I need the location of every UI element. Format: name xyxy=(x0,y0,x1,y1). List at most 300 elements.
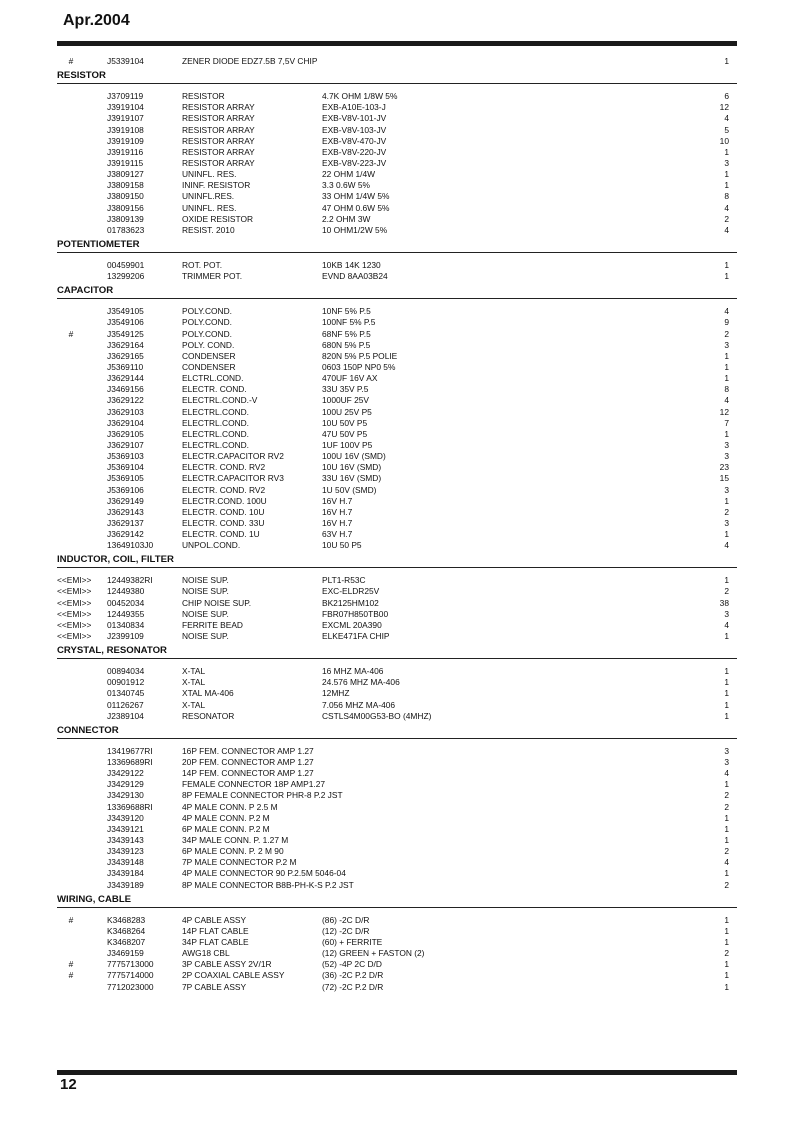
part-spec: (12) -2C D/R xyxy=(322,925,370,936)
part-description: ZENER DIODE EDZ7.5B 7,5V CHIP xyxy=(182,56,318,66)
part-quantity: 3 xyxy=(724,757,729,768)
part-quantity: 2 xyxy=(724,506,729,517)
part-row xyxy=(57,485,737,496)
part-code: 13369689RI xyxy=(107,757,153,768)
part-spec: EXB-V8V-220-JV xyxy=(322,146,387,157)
part-quantity: 1 xyxy=(724,925,729,936)
part-row xyxy=(57,768,737,779)
part-code: J3919108 xyxy=(107,124,144,135)
part-code: J3629122 xyxy=(107,395,144,406)
part-row xyxy=(57,225,737,236)
part-mark: # xyxy=(68,914,74,925)
part-quantity: 1 xyxy=(724,812,729,823)
footer-rule xyxy=(57,1070,737,1075)
part-code: 01126267 xyxy=(107,699,144,710)
part-row xyxy=(57,880,737,891)
part-code: J5339104 xyxy=(107,56,144,66)
part-spec: 1000UF 25V xyxy=(322,395,370,406)
part-row xyxy=(57,937,737,948)
part-quantity: 1 xyxy=(724,959,729,970)
part-description: 8P FEMALE CONNECTOR PHR-8 P.2 JST xyxy=(182,790,343,801)
part-quantity: 3 xyxy=(724,484,729,495)
part-description: RESISTOR ARRAY xyxy=(182,157,255,168)
part-spec: 3.3 0.6W 5% xyxy=(322,180,370,191)
part-spec: 10U 16V (SMD) xyxy=(322,462,382,473)
part-description: FEMALE CONNECTOR 18P AMP1.27 xyxy=(182,779,326,790)
part-description: 4P MALE CONN. P.2 M xyxy=(182,812,270,823)
part-code: J3709119 xyxy=(107,91,144,102)
part-description: RESISTOR ARRAY xyxy=(182,113,255,124)
part-spec: 1U 50V (SMD) xyxy=(322,484,377,495)
part-row xyxy=(57,147,737,158)
part-quantity: 12 xyxy=(719,102,729,113)
part-row xyxy=(57,757,737,768)
part-quantity: 4 xyxy=(724,306,729,317)
part-description: ELECTR.COND. 100U xyxy=(182,495,267,506)
part-quantity: 4 xyxy=(724,540,729,551)
part-spec: 100NF 5% P.5 xyxy=(322,317,376,328)
part-code: 00901912 xyxy=(107,677,145,688)
part-row xyxy=(57,677,737,688)
part-row xyxy=(57,113,737,124)
part-spec: ELKE471FA CHIP xyxy=(322,631,390,642)
part-quantity: 3 xyxy=(724,517,729,528)
part-quantity: 1 xyxy=(724,271,729,282)
part-quantity: 1 xyxy=(724,823,729,834)
part-row xyxy=(57,666,737,677)
section-title: RESISTOR xyxy=(57,70,737,84)
part-code: J3629144 xyxy=(107,373,144,384)
part-description: UNINFL.RES. xyxy=(182,191,235,202)
part-row xyxy=(57,959,737,970)
part-row xyxy=(57,329,737,340)
part-spec: 10KB 14K 1230 xyxy=(322,259,381,270)
part-quantity: 2 xyxy=(724,213,729,224)
part-quantity: 1 xyxy=(724,677,729,688)
part-row xyxy=(57,857,737,868)
part-code: J3629107 xyxy=(107,439,144,450)
part-quantity: 2 xyxy=(724,586,729,597)
part-spec: 63V H.7 xyxy=(322,529,353,540)
part-spec: 4.7K OHM 1/8W 5% xyxy=(322,91,398,102)
part-mark: <<EMI>> xyxy=(57,608,92,619)
part-quantity: 2 xyxy=(724,801,729,812)
part-description: NOISE SUP. xyxy=(182,608,229,619)
part-description: CHIP NOISE SUP. xyxy=(182,597,252,608)
part-quantity: 4 xyxy=(724,619,729,630)
part-row xyxy=(57,813,737,824)
part-spec: (86) -2C D/R xyxy=(322,914,370,925)
part-spec: EXB-V8V-223-JV xyxy=(322,157,387,168)
part-row xyxy=(57,575,737,586)
part-code: J2389104 xyxy=(107,710,144,721)
part-quantity: 4 xyxy=(724,224,729,235)
part-quantity: 1 xyxy=(724,710,729,721)
part-quantity: 5 xyxy=(724,124,729,135)
part-quantity: 1 xyxy=(724,169,729,180)
part-description: 34P FLAT CABLE xyxy=(182,937,249,947)
part-description: UNINFL. RES. xyxy=(182,169,237,180)
part-code: 01340834 xyxy=(107,619,145,630)
part-mark: # xyxy=(68,970,74,981)
part-description: ELECTR. COND. 33U xyxy=(182,517,265,528)
part-quantity: 10 xyxy=(719,135,729,146)
part-quantity: 6 xyxy=(724,91,729,102)
part-row xyxy=(57,609,737,620)
part-code: 13299206 xyxy=(107,271,145,282)
part-spec: 10U 50V P5 xyxy=(322,417,368,428)
part-quantity: 1 xyxy=(724,350,729,361)
part-description: ELECTR.CAPACITOR RV3 xyxy=(182,473,284,484)
part-quantity: 2 xyxy=(724,948,729,959)
part-code: J3919107 xyxy=(107,113,144,124)
part-description: RESISTOR xyxy=(182,91,225,102)
part-quantity: 4 xyxy=(724,768,729,779)
part-code: J3439189 xyxy=(107,879,144,890)
part-description: OXIDE RESISTOR xyxy=(182,213,254,224)
part-quantity: 9 xyxy=(724,317,729,328)
part-row xyxy=(57,214,737,225)
part-row xyxy=(57,169,737,180)
part-code: J3429130 xyxy=(107,790,144,801)
part-row xyxy=(57,418,737,429)
part-description: ELECTRL.COND. xyxy=(182,428,250,439)
part-code: J3629149 xyxy=(107,495,144,506)
part-quantity: 1 xyxy=(724,361,729,372)
header-rule xyxy=(57,41,737,46)
part-spec: 10U 50 P5 xyxy=(322,540,362,551)
part-code: 00452034 xyxy=(107,597,145,608)
section-wiring-cable xyxy=(57,894,737,993)
part-row xyxy=(57,407,737,418)
part-spec: 10 OHM1/2W 5% xyxy=(322,224,388,235)
part-quantity: 1 xyxy=(724,970,729,981)
part-quantity: 8 xyxy=(724,384,729,395)
part-description: X-TAL xyxy=(182,666,206,677)
part-spec: (52) -4P 2C D/D xyxy=(322,959,382,970)
part-code: 00459901 xyxy=(107,259,145,270)
part-spec: 0603 150P NP0 5% xyxy=(322,361,396,372)
part-row xyxy=(57,915,737,926)
part-description: ELECTRL.COND. xyxy=(182,439,250,450)
part-spec: 33 OHM 1/4W 5% xyxy=(322,191,390,202)
part-code: J3549106 xyxy=(107,317,144,328)
part-description: 7P CABLE ASSY xyxy=(182,981,247,992)
part-quantity: 3 xyxy=(724,745,729,756)
part-mark: <<EMI>> xyxy=(57,597,92,608)
part-spec: (60) + FERRITE xyxy=(322,937,383,947)
part-spec: 16V H.7 xyxy=(322,506,353,517)
part-row xyxy=(57,779,737,790)
part-spec: 22 OHM 1/4W xyxy=(322,169,376,180)
part-row xyxy=(57,846,737,857)
part-code: J3809127 xyxy=(107,169,144,180)
part-spec: 47U 50V P5 xyxy=(322,428,368,439)
part-code: 7712023000 xyxy=(107,981,154,992)
part-code: J3429129 xyxy=(107,779,144,790)
part-spec: (12) GREEN + FASTON (2) xyxy=(322,948,425,959)
part-description: XTAL MA-406 xyxy=(182,688,234,699)
part-code: J3629143 xyxy=(107,506,144,517)
part-quantity: 3 xyxy=(724,608,729,619)
section-capacitor xyxy=(57,285,737,551)
part-code: J3809150 xyxy=(107,191,144,202)
part-spec: 47 OHM 0.6W 5% xyxy=(322,202,390,213)
part-row xyxy=(57,518,737,529)
part-row xyxy=(57,496,737,507)
part-description: ELCTRL.COND. xyxy=(182,373,244,384)
part-description: CONDENSER xyxy=(182,361,236,372)
part-row xyxy=(57,790,737,801)
part-quantity: 4 xyxy=(724,202,729,213)
part-row xyxy=(57,688,737,699)
part-code: 7775714000 xyxy=(107,970,154,981)
part-description: ININF. RESISTOR xyxy=(182,180,251,191)
part-mark: <<EMI>> xyxy=(57,631,92,642)
part-description: 7P MALE CONNECTOR P.2 M xyxy=(182,857,297,868)
part-mark: <<EMI>> xyxy=(57,586,92,597)
part-code: 12449355 xyxy=(107,608,145,619)
section-crystal-resonator xyxy=(57,645,737,722)
section-title: INDUCTOR, COIL, FILTER xyxy=(57,554,737,568)
part-description: RESONATOR xyxy=(182,710,235,721)
part-description: 14P FEM. CONNECTOR AMP 1.27 xyxy=(182,768,314,779)
part-quantity: 8 xyxy=(724,191,729,202)
part-quantity: 1 xyxy=(724,688,729,699)
part-description: 20P FEM. CONNECTOR AMP 1.27 xyxy=(182,757,314,768)
part-code: J3439143 xyxy=(107,835,144,846)
part-row xyxy=(57,746,737,757)
part-description: 16P FEM. CONNECTOR AMP 1.27 xyxy=(182,745,314,756)
part-spec: 10NF 5% P.5 xyxy=(322,306,371,317)
part-row xyxy=(57,340,737,351)
part-row xyxy=(57,158,737,169)
part-quantity: 38 xyxy=(719,597,729,608)
part-quantity: 1 xyxy=(724,699,729,710)
part-quantity: 1 xyxy=(724,937,729,947)
part-spec: PLT1-R53C xyxy=(322,575,366,586)
part-description: RESISTOR ARRAY xyxy=(182,102,255,113)
part-code: J3549125 xyxy=(107,328,144,339)
part-row xyxy=(57,91,737,102)
section-title: CRYSTAL, RESONATOR xyxy=(57,645,737,659)
part-code: 01783623 xyxy=(107,224,145,235)
part-row xyxy=(57,306,737,317)
part-spec: 33U 35V P.5 xyxy=(322,384,369,395)
part-description: 2P COAXIAL CABLE ASSY xyxy=(182,970,285,981)
part-description: TRIMMER POT. xyxy=(182,271,243,282)
part-code: J3429122 xyxy=(107,768,144,779)
part-row xyxy=(57,351,737,362)
part-quantity: 1 xyxy=(724,428,729,439)
part-code: J5369106 xyxy=(107,484,144,495)
part-description: CONDENSER xyxy=(182,350,236,361)
part-spec: EXC-ELDR25V xyxy=(322,586,380,597)
part-code: J3919115 xyxy=(107,157,144,168)
part-row xyxy=(57,529,737,540)
part-description: ELECTR. COND. 10U xyxy=(182,506,265,517)
part-row xyxy=(57,802,737,813)
part-description: X-TAL xyxy=(182,699,206,710)
part-spec: (72) -2C P.2 D/R xyxy=(322,981,384,992)
part-row xyxy=(57,586,737,597)
part-row xyxy=(57,711,737,722)
part-quantity: 1 xyxy=(724,981,729,992)
part-quantity: 1 xyxy=(724,259,729,270)
part-code: J3809139 xyxy=(107,213,144,224)
part-quantity: 1 xyxy=(724,868,729,879)
part-spec: 16V H.7 xyxy=(322,495,353,506)
section-title: WIRING, CABLE xyxy=(57,894,737,908)
part-mark: # xyxy=(68,56,74,66)
part-code: 13419677RI xyxy=(107,745,153,756)
part-description: 3P CABLE ASSY 2V/1R xyxy=(182,959,272,970)
part-row xyxy=(57,631,737,642)
part-spec: EXB-V8V-101-JV xyxy=(322,113,387,124)
part-code: J3439184 xyxy=(107,868,144,879)
part-description: 4P MALE CONNECTOR 90 P.2.5M 5046-04 xyxy=(182,868,346,879)
part-description: FERRITE BEAD xyxy=(182,619,243,630)
part-description: ROT. POT. xyxy=(182,259,223,270)
part-spec: 33U 16V (SMD) xyxy=(322,473,382,484)
part-code: J3809158 xyxy=(107,180,144,191)
part-description: 4P MALE CONN. P 2.5 M xyxy=(182,801,278,812)
part-code: J3629137 xyxy=(107,517,144,528)
part-code: 13369688RI xyxy=(107,801,153,812)
parts-list xyxy=(57,56,737,993)
part-row xyxy=(57,598,737,609)
part-quantity: 4 xyxy=(724,857,729,868)
part-code: J3469159 xyxy=(107,948,144,959)
part-row xyxy=(57,948,737,959)
part-row xyxy=(57,868,737,879)
part-description: ELECTR. COND. RV2 xyxy=(182,462,266,473)
part-quantity: 2 xyxy=(724,328,729,339)
part-code: J3469156 xyxy=(107,384,144,395)
part-spec: BK2125HM102 xyxy=(322,597,379,608)
part-quantity: 3 xyxy=(724,339,729,350)
part-description: ELECTRL.COND. xyxy=(182,406,250,417)
part-description: UNINFL. RES. xyxy=(182,202,237,213)
part-code: K3468207 xyxy=(107,937,146,947)
part-code: J3439120 xyxy=(107,812,144,823)
part-row xyxy=(57,102,737,113)
section-title: POTENTIOMETER xyxy=(57,239,737,253)
part-code: J3629103 xyxy=(107,406,144,417)
part-description: POLY.COND. xyxy=(182,328,232,339)
part-row xyxy=(57,373,737,384)
part-quantity: 1 xyxy=(724,779,729,790)
part-quantity: 1 xyxy=(724,373,729,384)
part-code: J5369110 xyxy=(107,361,144,372)
part-row xyxy=(57,462,737,473)
part-row xyxy=(57,835,737,846)
part-code: 01340745 xyxy=(107,688,145,699)
part-description: 8P MALE CONNECTOR B8B-PH-K-S P.2 JST xyxy=(182,879,354,890)
part-code: 7775713000 xyxy=(107,959,154,970)
part-row xyxy=(57,451,737,462)
part-row xyxy=(57,926,737,937)
page-number: 12 xyxy=(60,1076,77,1093)
part-mark: <<EMI>> xyxy=(57,575,92,586)
part-quantity: 1 xyxy=(724,835,729,846)
part-row xyxy=(57,620,737,631)
part-spec: 1UF 100V P5 xyxy=(322,439,373,450)
part-spec: EXCML 20A390 xyxy=(322,619,382,630)
part-description: UNPOL.COND. xyxy=(182,540,241,551)
part-code: K3468283 xyxy=(107,914,146,925)
part-code: J3629104 xyxy=(107,417,144,428)
part-code: J3919104 xyxy=(107,102,144,113)
part-row xyxy=(57,440,737,451)
page-header-date: Apr.2004 xyxy=(63,12,130,29)
part-code: J3549105 xyxy=(107,306,144,317)
part-description: POLY.COND. xyxy=(182,317,232,328)
part-code: J3919109 xyxy=(107,135,144,146)
part-quantity: 3 xyxy=(724,439,729,450)
part-spec: 7.056 MHZ MA-406 xyxy=(322,699,396,710)
part-code: J5369104 xyxy=(107,462,144,473)
part-row xyxy=(57,317,737,328)
part-code: J3919116 xyxy=(107,146,144,157)
part-row xyxy=(57,191,737,202)
part-description: 6P MALE CONN. P. 2 M 90 xyxy=(182,846,284,857)
part-quantity: 1 xyxy=(724,56,729,66)
part-description: ELECTR. COND. 1U xyxy=(182,529,260,540)
part-quantity: 2 xyxy=(724,790,729,801)
part-mark: # xyxy=(68,959,74,970)
part-spec: (36) -2C P.2 D/R xyxy=(322,970,384,981)
part-row xyxy=(57,56,737,67)
part-code: J3439148 xyxy=(107,857,144,868)
part-description: RESIST. 2010 xyxy=(182,224,235,235)
part-row xyxy=(57,395,737,406)
part-spec: 100U 16V (SMD) xyxy=(322,451,386,462)
part-description: AWG18 CBL xyxy=(182,948,230,959)
part-quantity: 1 xyxy=(724,529,729,540)
part-spec: 680N 5% P.5 xyxy=(322,339,371,350)
part-row xyxy=(57,540,737,551)
part-spec: FBR07H850TB00 xyxy=(322,608,389,619)
part-description: ELECTRL.COND.-V xyxy=(182,395,258,406)
part-spec: 470UF 16V AX xyxy=(322,373,378,384)
part-quantity: 1 xyxy=(724,575,729,586)
part-quantity: 12 xyxy=(719,406,729,417)
part-row xyxy=(57,384,737,395)
part-quantity: 1 xyxy=(724,914,729,925)
part-quantity: 1 xyxy=(724,146,729,157)
section-resistor xyxy=(57,70,737,236)
part-row xyxy=(57,700,737,711)
part-description: RESISTOR ARRAY xyxy=(182,124,255,135)
part-code: 12449380 xyxy=(107,586,145,597)
part-quantity: 4 xyxy=(724,113,729,124)
part-code: J3439121 xyxy=(107,823,144,834)
part-quantity: 4 xyxy=(724,395,729,406)
section-title: CAPACITOR xyxy=(57,285,737,299)
part-row xyxy=(57,429,737,440)
part-code: J3629165 xyxy=(107,350,144,361)
part-description: POLY. COND. xyxy=(182,339,235,350)
section-potentiometer xyxy=(57,239,737,282)
part-row xyxy=(57,982,737,993)
part-quantity: 1 xyxy=(724,631,729,642)
part-description: 14P FLAT CABLE xyxy=(182,925,249,936)
part-code: J3629164 xyxy=(107,339,144,350)
part-code: J3629105 xyxy=(107,428,144,439)
part-description: NOISE SUP. xyxy=(182,631,229,642)
part-spec: 16 MHZ MA-406 xyxy=(322,666,384,677)
